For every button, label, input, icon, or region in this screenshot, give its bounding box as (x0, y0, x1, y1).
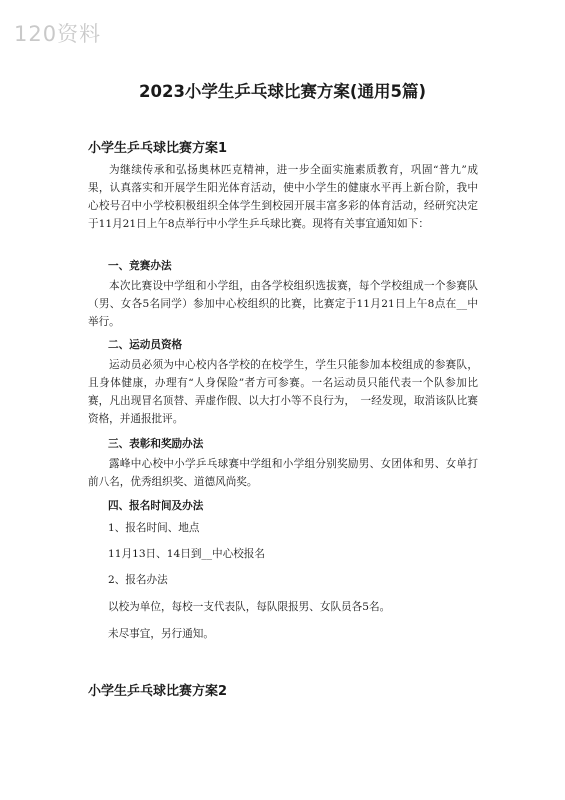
document-title: 2023小学生乒乓球比赛方案(通用5篇) (139, 82, 426, 101)
paragraph-awards: 露峰中心校中小学乒乓球赛中学组和小学组分别奖励男、女团体和男、女单打前八名，优秀组织奖、道德风尚奖。 (88, 458, 478, 488)
registration-dates: 11月13日、14日到__中心校报名 (108, 548, 265, 560)
paragraph-athlete-eligibility: 运动员必须为中心校内各学校的在校学生，学生只能参加本校组成的参赛队，且身体健康，办理有“人身保险”者方可参赛。一名运动员只能代表一个队参加比赛，凡出现冒名顶替、弄虚作假、以大打小等不良行为， 一经发现，取消该队比赛资格，并通报批评。 (88, 359, 478, 425)
section-1-heading: 小学生乒乓球比赛方案1 (88, 141, 228, 156)
watermark-logo: 120资料 (14, 22, 102, 46)
section-2-heading: 小学生乒乓球比赛方案2 (88, 684, 228, 699)
heading-athlete-eligibility: 二、运动员资格 (108, 339, 183, 351)
registration-method-detail: 以校为单位，每校一支代表队，每队限报男、女队员各5名。 (108, 601, 391, 613)
registration-time-place-label: 1、报名时间、地点 (108, 522, 200, 534)
heading-registration: 四、报名时间及办法 (108, 500, 204, 512)
paragraph-competition-method: 本次比赛设中学组和小学组，由各学校组织选拔赛，每个学校组成一个参赛队（男、女各5名同学）参加中心校组织的比赛，比赛定于11月21日上午8点在__中举行。 (88, 280, 478, 328)
registration-method-label: 2、报名办法 (108, 574, 168, 586)
closing-note: 未尽事宜，另行通知。 (108, 628, 214, 640)
section-1-intro: 为继续传承和弘扬奥林匹克精神，进一步全面实施素质教育，巩固“普九”成果，认真落实和开展学生阳光体育活动，使中小学生的健康水平再上新台阶，我中心校号召中小学校积极组织全体学生到校园开展丰富多彩的体育活动，经研究决定于11月21日上午8点举行中小学生乒乓球比赛。现将有关事宜通知如下： (88, 164, 478, 230)
heading-competition-method: 一、竞赛办法 (108, 260, 172, 272)
heading-awards: 三、表彰和奖励办法 (108, 438, 204, 450)
